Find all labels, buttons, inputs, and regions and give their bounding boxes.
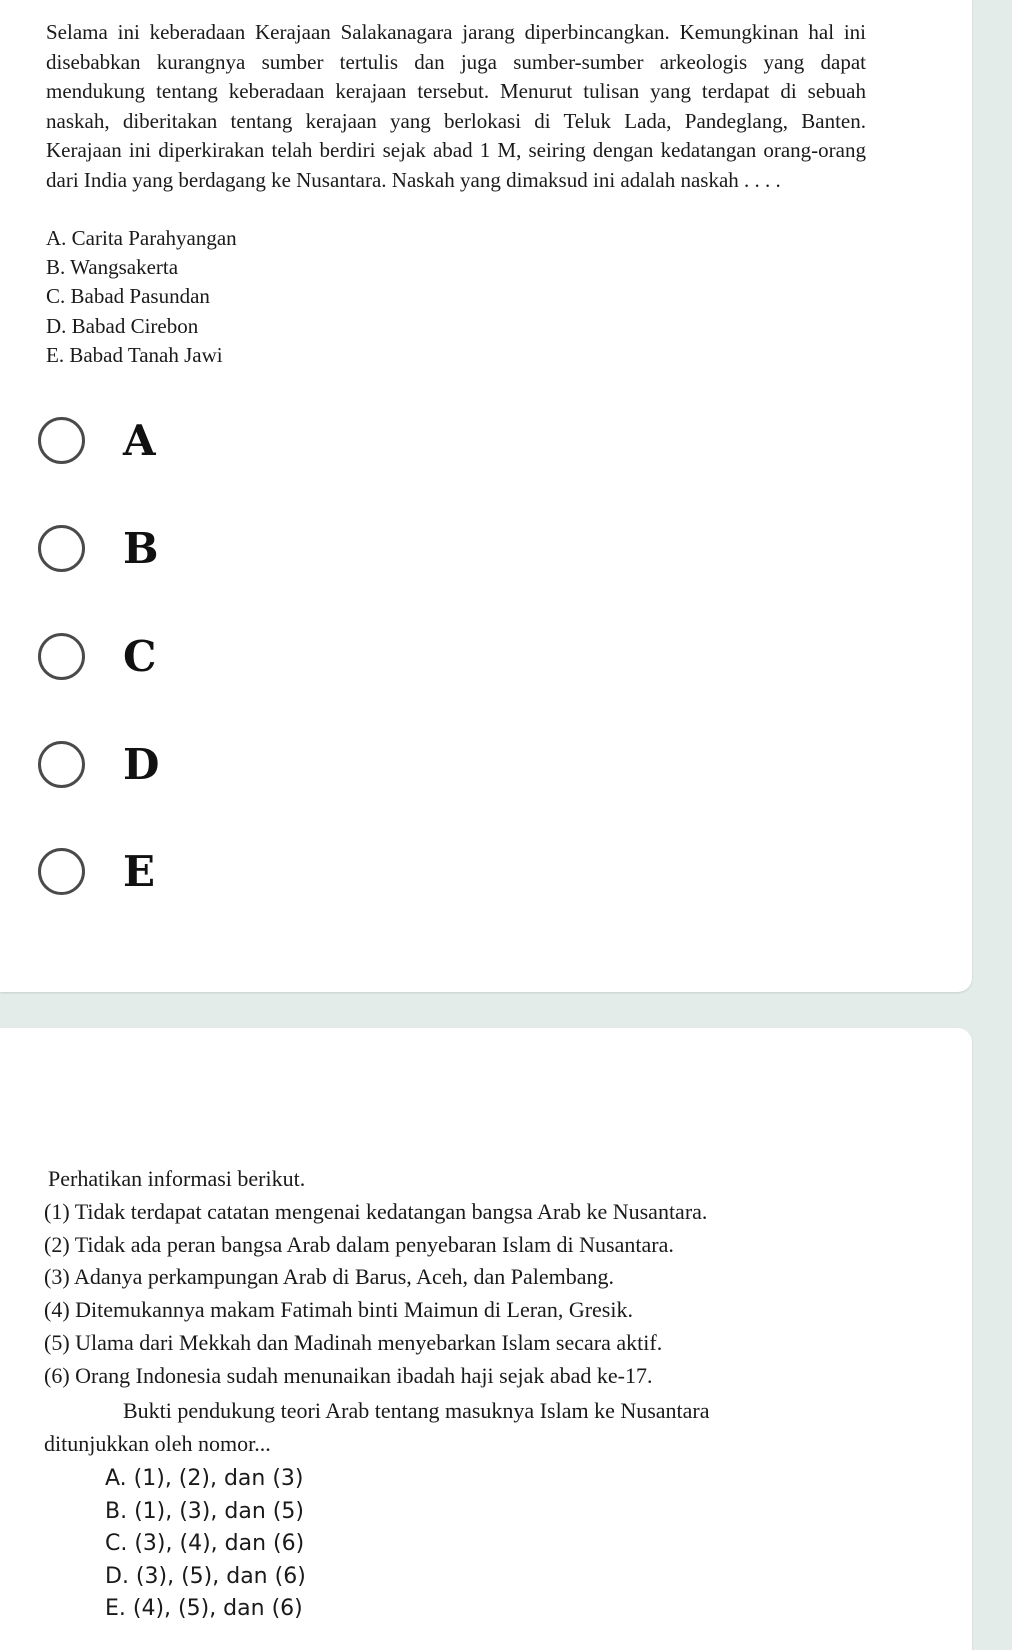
question-2-option-b: B. (1), (3), dan (5): [105, 1498, 304, 1524]
question-1-option-c: C. Babad Pasundan: [46, 284, 210, 309]
answer-choice-d[interactable]: [38, 736, 358, 792]
question-2-option-e: E. (4), (5), dan (6): [105, 1596, 303, 1622]
question-2-prompt-line-1: Bukti pendukung teori Arab tentang masuknya Islam ke Nusantara: [123, 1398, 710, 1423]
answer-choice-b-label: B: [123, 523, 159, 573]
question-1-option-e: E. Babad Tanah Jawi: [46, 342, 223, 367]
question-2-statement-6: (6) Orang Indonesia sudah menunaikan ibadah haji sejak abad ke-17.: [44, 1362, 653, 1388]
answer-choice-a-label: A: [123, 415, 156, 465]
question-2-statement-3: (3) Adanya perkampungan Arab di Barus, Aceh, dan Palembang.: [44, 1264, 615, 1290]
question-2-option-d: D. (3), (5), dan (6): [105, 1563, 306, 1589]
question-1-option-d: D. Babad Cirebon: [46, 313, 199, 338]
question-1-option-b: B. Wangsakerta: [46, 255, 179, 280]
question-1-option-list: [46, 224, 237, 370]
question-2-statement-list: [44, 1196, 707, 1392]
answer-choice-c-label: C: [123, 631, 157, 681]
question-2-option-list: [105, 1463, 306, 1626]
radio-button-d[interactable]: [38, 741, 85, 788]
answer-choice-c[interactable]: [38, 628, 358, 684]
question-2-intro: Perhatikan informasi berikut.: [48, 1166, 306, 1191]
answer-choice-d-label: D: [123, 739, 160, 789]
answer-choice-b[interactable]: [38, 520, 358, 576]
question-2-statement-5: (5) Ulama dari Mekkah dan Madinah menyebarkan Islam secara aktif.: [44, 1329, 663, 1355]
question-2-statement-1: (1) Tidak terdapat catatan mengenai kedatangan bangsa Arab ke Nusantara.: [44, 1199, 708, 1224]
radio-button-e[interactable]: [38, 848, 85, 895]
answer-choice-e-label: E: [123, 846, 156, 896]
question-1-option-a: A. Carita Parahyangan: [46, 226, 237, 250]
question-2-statement-4: (4) Ditemukannya makam Fatimah binti Maimun di Leran, Gresik.: [44, 1297, 633, 1323]
answer-choice-a[interactable]: [38, 412, 358, 468]
question-2-statement-2: (2) Tidak ada peran bangsa Arab dalam penyebaran Islam di Nusantara.: [44, 1231, 674, 1257]
radio-button-b[interactable]: [38, 525, 85, 572]
answer-choice-e[interactable]: [38, 843, 358, 899]
radio-button-c[interactable]: [38, 633, 85, 680]
question-2-option-c: C. (3), (4), dan (6): [105, 1531, 305, 1557]
question-2-prompt-line-2: ditunjukkan oleh nomor...: [44, 1431, 271, 1456]
radio-button-a[interactable]: [38, 417, 85, 464]
question-1-text: Selama ini keberadaan Kerajaan Salakanagara jarang diperbincangkan. Kemungkinan hal ini disebabkan kurangnya sumber tertulis dan juga sumber-sumber arkeologis yang dapat mendukung tentang keberadaan kerajaan tersebut. Menurut tulisan yang terdapat di sebuah naskah, diberitakan tentang kerajaan yang berlokasi di Teluk Lada, Pandeglang, Banten. Kerajaan ini diperkirakan telah berdiri sejak abad 1 M, seiring dengan kedatangan orang-orang dari India yang berdagang ke Nusantara. Naskah yang dimaksud ini adalah naskah . . . .: [46, 20, 866, 192]
question-2-option-a: A. (1), (2), dan (3): [105, 1466, 304, 1491]
